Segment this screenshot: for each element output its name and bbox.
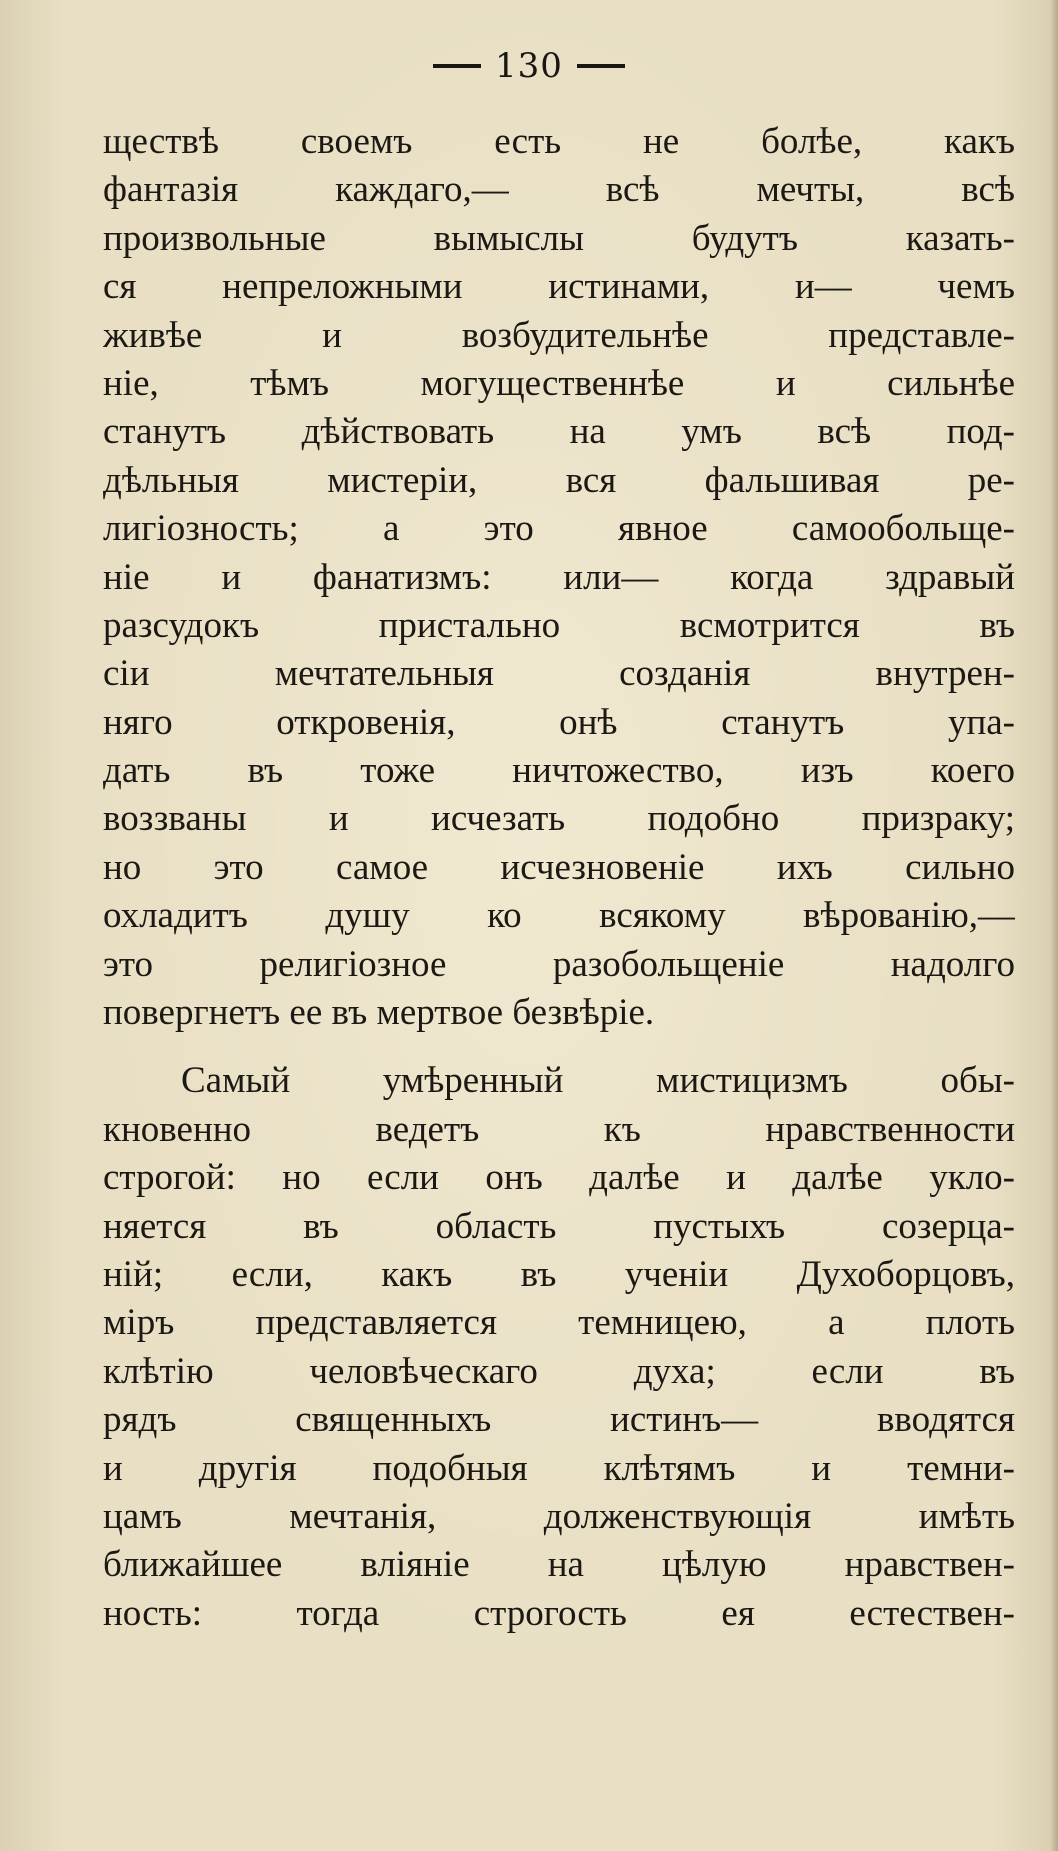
text-line: повергнетъ ее въ мертвое безвѣріе. [103, 992, 655, 1034]
text-line: дать въ тоже ничтожество, изъ коего [103, 750, 1015, 792]
paragraph [103, 1057, 1015, 1638]
text-line: фантазія каждаго,— всѣ мечты, всѣ [103, 169, 1015, 211]
paragraph [103, 118, 1015, 1037]
text-line: разсудокъ пристально всмотрится въ [103, 604, 1015, 646]
text-line: ществѣ своемъ есть не болѣе, какъ [103, 121, 1015, 162]
page-edge-shadow [1050, 0, 1058, 1851]
text-line: ній; если, какъ въ ученіи Духоборцовъ, [103, 1253, 1015, 1295]
text-line: и другія подобныя клѣтямъ и темни- [103, 1447, 1015, 1489]
text-line: клѣтію человѣческаго духа; если въ [103, 1350, 1015, 1392]
text-line: ніе и фанатизмъ: или— когда здравый [103, 556, 1015, 598]
page-body [103, 118, 1015, 1638]
text-line: станутъ дѣйствовать на умъ всѣ под- [103, 411, 1015, 453]
text-line: но это самое исчезновеніе ихъ сильно [103, 846, 1015, 888]
text-line: ность: тогда строгость ея естествен- [103, 1592, 1015, 1634]
page-header [0, 46, 1058, 86]
paragraph-gap [103, 1037, 1015, 1057]
text-line: воззваны и исчезать подобно призраку; [103, 798, 1015, 840]
text-line: кновенно ведетъ къ нравственности [103, 1108, 1015, 1150]
text-line: рядъ священныхъ истинъ— вводятся [103, 1399, 1015, 1441]
text-line: живѣе и возбудительнѣе представле- [103, 314, 1015, 356]
text-line: няется въ область пустыхъ созерца- [103, 1205, 1015, 1247]
text-line: ся непреложными истинами, и— чемъ [103, 266, 1015, 308]
text-line: дѣльныя мистеріи, вся фальшивая ре- [103, 459, 1015, 501]
text-line: ніе, тѣмъ могущественнѣе и сильнѣе [103, 362, 1015, 404]
text-line: лигіозность; а это явное самообольще- [103, 508, 1015, 550]
text-line: это религіозное разобольщеніе надолго [103, 943, 1015, 985]
text-line: міръ представляется темницею, а плоть [103, 1302, 1015, 1344]
text-line: Самый умѣренный мистицизмъ обы- [181, 1060, 1015, 1102]
text-line: ближайшее вліяніе на цѣлую нравствен- [103, 1544, 1015, 1586]
text-line: произвольные вымыслы будутъ казать- [103, 217, 1015, 259]
text-line: охладитъ душу ко всякому вѣрованію,— [103, 895, 1015, 937]
text-line: строгой: но если онъ далѣе и далѣе укло- [103, 1157, 1015, 1199]
header-dash-right [577, 64, 625, 68]
text-line: няго откровенія, онѣ станутъ упа- [103, 701, 1015, 743]
text-line: сіи мечтательныя созданія внутрен- [103, 653, 1015, 695]
header-dash-left [433, 64, 481, 68]
text-line: цамъ мечтанія, долженствующія имѣть [103, 1495, 1015, 1537]
page-number: 130 [495, 46, 563, 86]
